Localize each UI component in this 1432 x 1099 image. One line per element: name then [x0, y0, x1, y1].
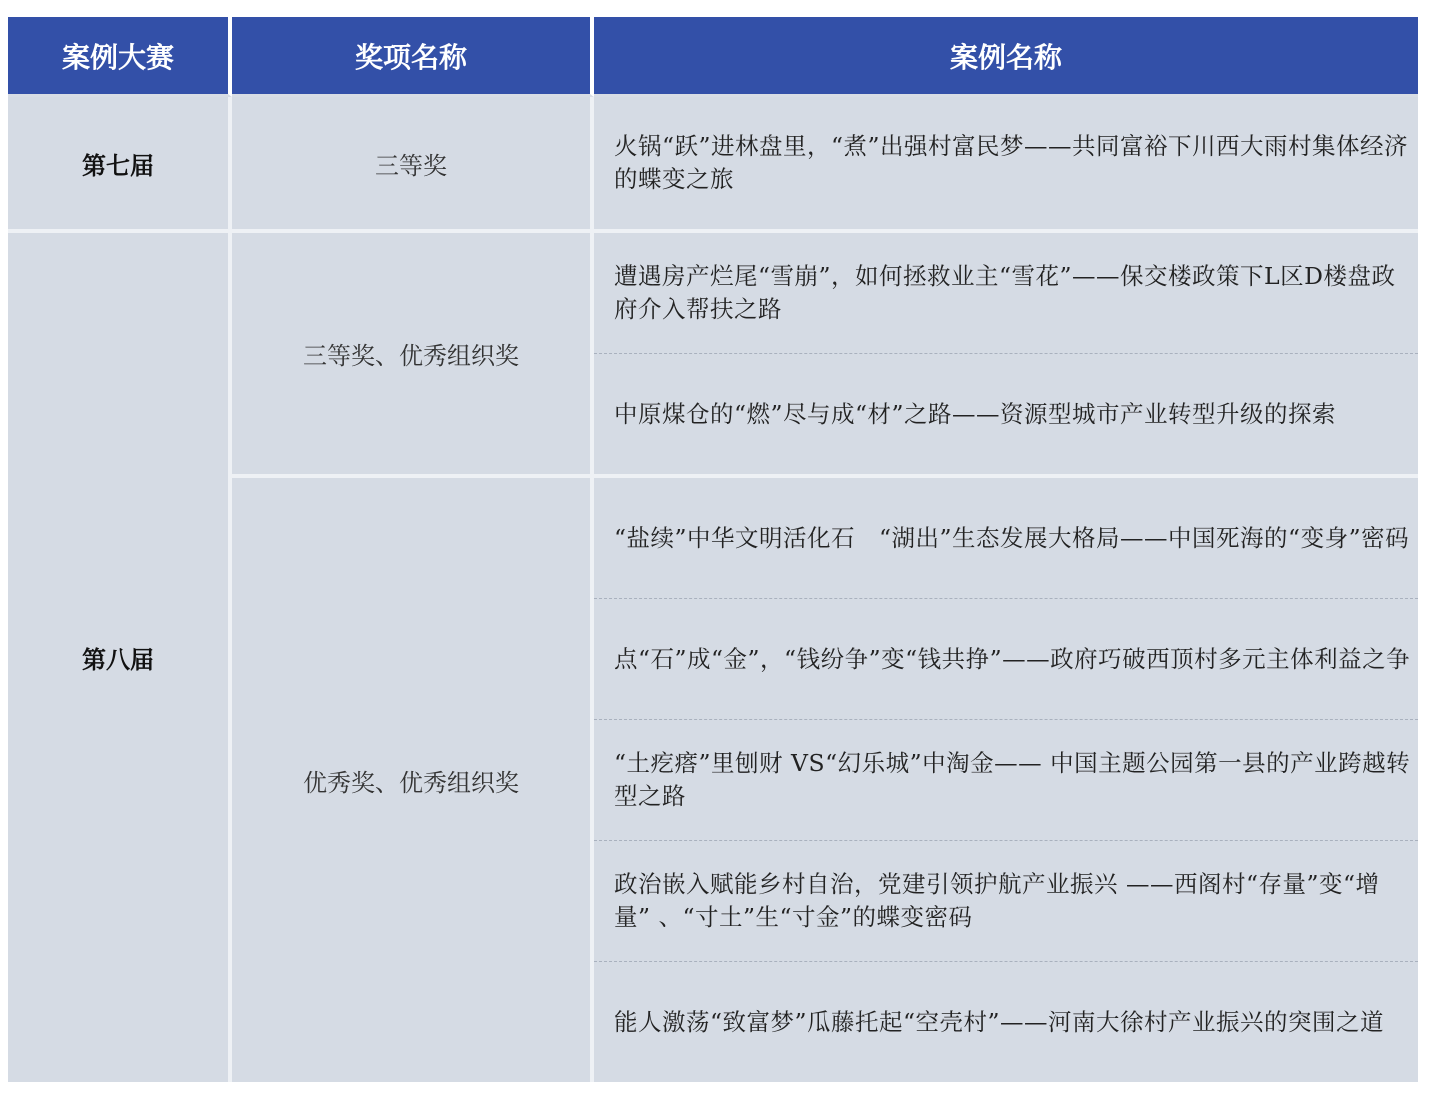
award-table-container: [8, 17, 1418, 1082]
table-row: [8, 97, 1418, 233]
header-award-name: 奖项名称: [232, 17, 594, 97]
award-cell: 三等奖: [232, 97, 594, 233]
header-competition: 案例大赛: [8, 17, 232, 97]
edition-cell: 第七届: [8, 97, 232, 233]
award-cell: 三等奖、优秀组织奖: [232, 233, 594, 478]
table-row: [8, 233, 1418, 354]
award-cell: 优秀奖、优秀组织奖: [232, 478, 594, 1082]
case-name-cell: 点“石”成“金”，“钱纷争”变“钱共挣”——政府巧破西顶村多元主体利益之争: [594, 599, 1418, 720]
case-name-cell: 政治嵌入赋能乡村自治，党建引领护航产业振兴 ——西阁村“存量”变“增量” 、“寸土”生“寸金”的蝶变密码: [594, 841, 1418, 962]
case-name-cell: 遭遇房产烂尾“雪崩”，如何拯救业主“雪花”——保交楼政策下L区D楼盘政府介入帮扶之路: [594, 233, 1418, 354]
case-name-cell: 火锅“跃”进林盘里，“煮”出强村富民梦——共同富裕下川西大雨村集体经济的蝶变之旅: [594, 97, 1418, 233]
case-name-cell: 中原煤仓的“燃”尽与成“材”之路——资源型城市产业转型升级的探索: [594, 354, 1418, 478]
case-name-cell: “盐续”中华文明活化石 “湖出”生态发展大格局——中国死海的“变身”密码: [594, 478, 1418, 599]
table-header-row: [8, 17, 1418, 97]
award-table: [8, 17, 1418, 1082]
case-name-cell: “土疙瘩”里刨财 VS“幻乐城”中淘金—— 中国主题公园第一县的产业跨越转型之路: [594, 720, 1418, 841]
edition-cell: 第八届: [8, 233, 232, 1082]
case-name-cell: 能人激荡“致富梦”瓜藤托起“空壳村”——河南大徐村产业振兴的突围之道: [594, 962, 1418, 1082]
header-case-name: 案例名称: [594, 17, 1418, 97]
